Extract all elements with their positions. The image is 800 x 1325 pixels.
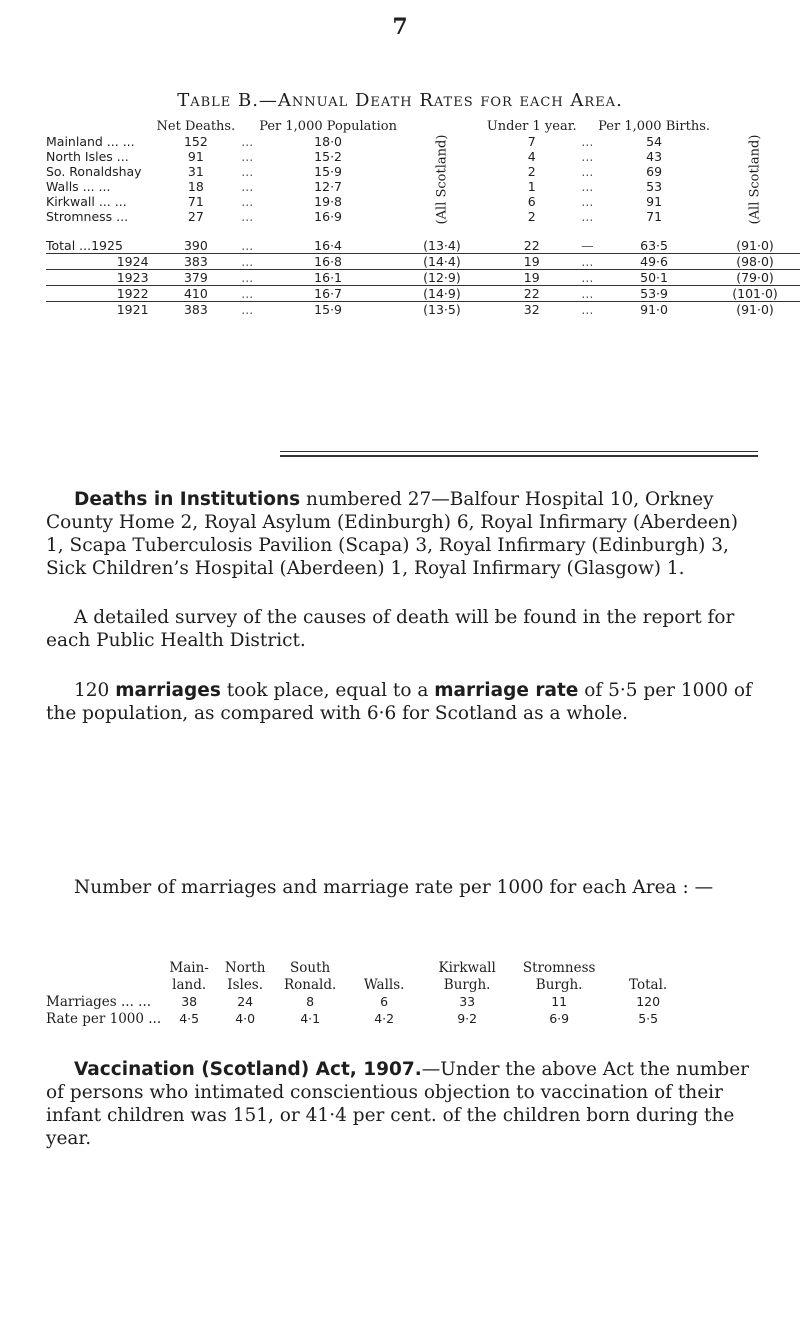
year-row (46, 270, 800, 286)
marriage-cell: 4·5 (179, 1011, 200, 1026)
marriage-row-count (46, 993, 691, 1010)
table-title-text: Annual Death Rates for each Area. (277, 90, 623, 111)
marriage-cell: 120 (636, 994, 661, 1009)
marriage-cell: 4·2 (374, 1011, 395, 1026)
year-under1: 19 (487, 270, 577, 286)
table-title-prefix: Table B.— (177, 90, 278, 111)
mh-bottom: Walls. (363, 976, 405, 993)
marriage-cell: 24 (237, 994, 254, 1009)
area-deaths: 152 (183, 134, 208, 149)
vaccination-paragraph (46, 1058, 758, 1150)
marriage-rate-keyword: marriage rate (434, 680, 579, 701)
dash-leader: — (577, 238, 599, 254)
page-number: 7 (392, 14, 408, 40)
vaccination-heading: Vaccination (Scotland) Act, 1907. (74, 1059, 422, 1080)
year-per-births: 91·0 (640, 302, 668, 317)
area-rate: 16·9 (314, 209, 343, 224)
mh-bottom: Ronald. (283, 976, 337, 993)
marriages-paragraph (46, 679, 758, 725)
dot-leader: ... (577, 270, 599, 286)
dot-leader: ... (235, 254, 259, 270)
mh-bottom: Burgh. (443, 976, 491, 993)
year-scotland-births: (101·0) (710, 286, 800, 302)
area-name: North Isles ... (46, 149, 129, 164)
year-label: 1922 (46, 286, 157, 302)
year-row (46, 302, 800, 318)
area-deaths: 71 (187, 194, 204, 209)
mh-top: North (224, 959, 266, 976)
area-name: So. Ronaldshay (46, 164, 142, 179)
area-under1: 2 (527, 209, 536, 224)
area-deaths: 27 (187, 209, 204, 224)
marriage-table (46, 959, 691, 1027)
area-rate: 18·0 (314, 134, 343, 149)
dot-leader: ... (235, 238, 259, 254)
year-per-births: 53·9 (598, 286, 710, 302)
marriage-cell: 38 (181, 994, 198, 1009)
year-scotland-births: (91·0) (736, 302, 774, 317)
dot-leader: ... (241, 209, 254, 224)
year-scotland-rate: (13·5) (423, 302, 461, 317)
area-deaths: 31 (187, 164, 204, 179)
dot-leader: ... (241, 302, 254, 317)
scotland-label-text: (All Scotland) (747, 134, 763, 225)
header-per-1000-births: Per 1,000 Births. (598, 119, 711, 134)
marriage-intro-text: Number of marriages and marriage rate per 1000 for each Area : — (74, 877, 714, 898)
year-rate: 16·4 (259, 238, 397, 254)
area-per-births: 53 (646, 179, 663, 194)
area-under1: 2 (527, 164, 536, 179)
area-rate: 19·8 (314, 194, 343, 209)
mh-top (347, 959, 421, 976)
marriages-keyword: marriages (115, 680, 221, 701)
area-under1: 4 (527, 149, 536, 164)
area-deaths: 18 (187, 179, 204, 194)
dot-leader: ... (581, 302, 594, 317)
year-label: 1923 (46, 270, 157, 286)
scotland-side-label-1 (397, 134, 487, 224)
dot-leader: ... (235, 270, 259, 286)
year-scotland-rate: (13·4) (397, 238, 487, 254)
mh-top (605, 959, 691, 976)
marriage-cell: 4·0 (235, 1011, 256, 1026)
dot-leader: ... (241, 149, 254, 164)
mh-bottom: Burgh. (535, 976, 583, 993)
dot-leader: ... (577, 254, 599, 270)
year-under1: 22 (487, 238, 577, 254)
year-rate: 16·7 (259, 286, 397, 302)
marriage-cell: 6 (380, 994, 389, 1009)
area-under1: 7 (527, 134, 536, 149)
marriage-cell: 9·2 (457, 1011, 478, 1026)
year-deaths: 383 (157, 254, 236, 270)
dot-leader: ... (581, 179, 594, 194)
marriage-cell: 4·1 (300, 1011, 321, 1026)
area-per-births: 43 (646, 149, 663, 164)
scotland-side-label-2 (710, 134, 800, 224)
marriage-row-rate (46, 1010, 691, 1027)
vaccination-text: —Under the above Act the number of persons who intimated conscientious objection to vaccination of their infant children was 151, or 41·4 per cent. of the children born during the year. (46, 1059, 749, 1149)
year-row (46, 286, 800, 302)
marriage-header-row (46, 959, 691, 976)
marriage-cell: 6·9 (549, 1011, 570, 1026)
marriage-row-label: Rate per 1000 ... (46, 1010, 162, 1027)
institutions-paragraph (46, 488, 758, 580)
table-header-row (46, 119, 800, 134)
header-under-1-year: Under 1 year. (486, 119, 577, 134)
year-deaths: 390 (157, 238, 236, 254)
year-deaths: 379 (157, 270, 236, 286)
dot-leader: ... (241, 179, 254, 194)
marriage-cell: 5·5 (638, 1011, 659, 1026)
dot-leader: ... (581, 194, 594, 209)
year-scotland-rate: (14·4) (397, 254, 487, 270)
year-per-births: 50·1 (598, 270, 710, 286)
year-scotland-births: (98·0) (710, 254, 800, 270)
mh-bottom: land. (172, 976, 207, 993)
year-scotland-rate: (12·9) (397, 270, 487, 286)
mh-top: Stromness (522, 959, 596, 976)
marriage-intro-paragraph (46, 876, 758, 899)
dot-leader: ... (581, 149, 594, 164)
year-deaths: 410 (157, 286, 236, 302)
area-name: Walls ... ... (46, 179, 111, 194)
dot-leader: ... (577, 286, 599, 302)
area-name: Stromness ... (46, 209, 129, 224)
survey-paragraph (46, 606, 758, 652)
marriages-count: 120 (74, 680, 116, 701)
dot-leader: ... (241, 134, 254, 149)
institutions-text: numbered 27—Balfour Hospital 10, Orkney County Home 2, Royal Asylum (Edinburgh) 6, Royal Infirmary (Aberdeen) 1, Scapa Tuberculosis Pavilion (Scapa) 3, Royal Infirmary (Edinburgh) 3, Sick Children’s Hospital (Aberdeen) 1, Royal Infirmary (Glasgow) 1. (46, 489, 738, 579)
area-per-births: 54 (646, 134, 663, 149)
table-double-rule (280, 451, 758, 457)
year-label: 1924 (46, 254, 157, 270)
scotland-label-text: (All Scotland) (434, 134, 450, 225)
marriages-text-end: of 5·5 per 1000 of the population, as compared with 6·6 for Scotland as a whole. (46, 680, 752, 724)
area-name: Mainland ... ... (46, 134, 135, 149)
dot-leader: ... (581, 209, 594, 224)
year-row (46, 254, 800, 270)
year-row-total (46, 238, 800, 254)
area-under1: 1 (527, 179, 536, 194)
year-rate: 15·9 (314, 302, 343, 317)
area-rate: 15·9 (314, 164, 343, 179)
year-scotland-rate: (14·9) (397, 286, 487, 302)
year-label: Total ...1925 (46, 238, 157, 254)
marriage-row-label: Marriages ... ... (46, 993, 152, 1010)
area-per-births: 91 (646, 194, 663, 209)
area-row (46, 134, 800, 149)
dot-leader: ... (241, 194, 254, 209)
area-rate: 15·2 (314, 149, 343, 164)
year-scotland-births: (91·0) (710, 238, 800, 254)
year-under1: 19 (487, 254, 577, 270)
header-net-deaths: Net Deaths. (156, 119, 236, 134)
marriage-cell: 8 (306, 994, 315, 1009)
year-per-births: 63·5 (598, 238, 710, 254)
header-per-1000-population: Per 1,000 Population (259, 119, 397, 134)
mh-top: Kirkwall (438, 959, 496, 976)
year-label: 1921 (116, 302, 149, 317)
survey-text: A detailed survey of the causes of death will be found in the report for each Public Health District. (46, 607, 735, 651)
year-deaths: 383 (183, 302, 208, 317)
mh-top: South (290, 959, 331, 976)
dot-leader: ... (581, 134, 594, 149)
dot-leader: ... (581, 164, 594, 179)
year-per-births: 49·6 (598, 254, 710, 270)
year-under1: 32 (523, 302, 540, 317)
dot-leader: ... (241, 164, 254, 179)
mh-bottom: Total. (629, 976, 668, 993)
area-under1: 6 (527, 194, 536, 209)
marriage-header-row (46, 976, 691, 993)
year-scotland-births: (79·0) (710, 270, 800, 286)
year-rate: 16·1 (259, 270, 397, 286)
mh-top: Main- (169, 959, 209, 976)
year-rate: 16·8 (259, 254, 397, 270)
area-deaths: 91 (187, 149, 204, 164)
area-rate: 12·7 (314, 179, 343, 194)
marriage-cell: 11 (551, 994, 568, 1009)
mh-bottom: Isles. (227, 976, 264, 993)
area-per-births: 71 (646, 209, 663, 224)
area-name: Kirkwall ... ... (46, 194, 127, 209)
death-rates-table (46, 119, 800, 317)
institutions-heading: Deaths in Institutions (74, 489, 301, 510)
area-per-births: 69 (646, 164, 663, 179)
marriages-text-mid: took place, equal to a (220, 680, 435, 701)
marriage-cell: 33 (459, 994, 476, 1009)
year-under1: 22 (487, 286, 577, 302)
dot-leader: ... (235, 286, 259, 302)
table-title (0, 90, 800, 111)
